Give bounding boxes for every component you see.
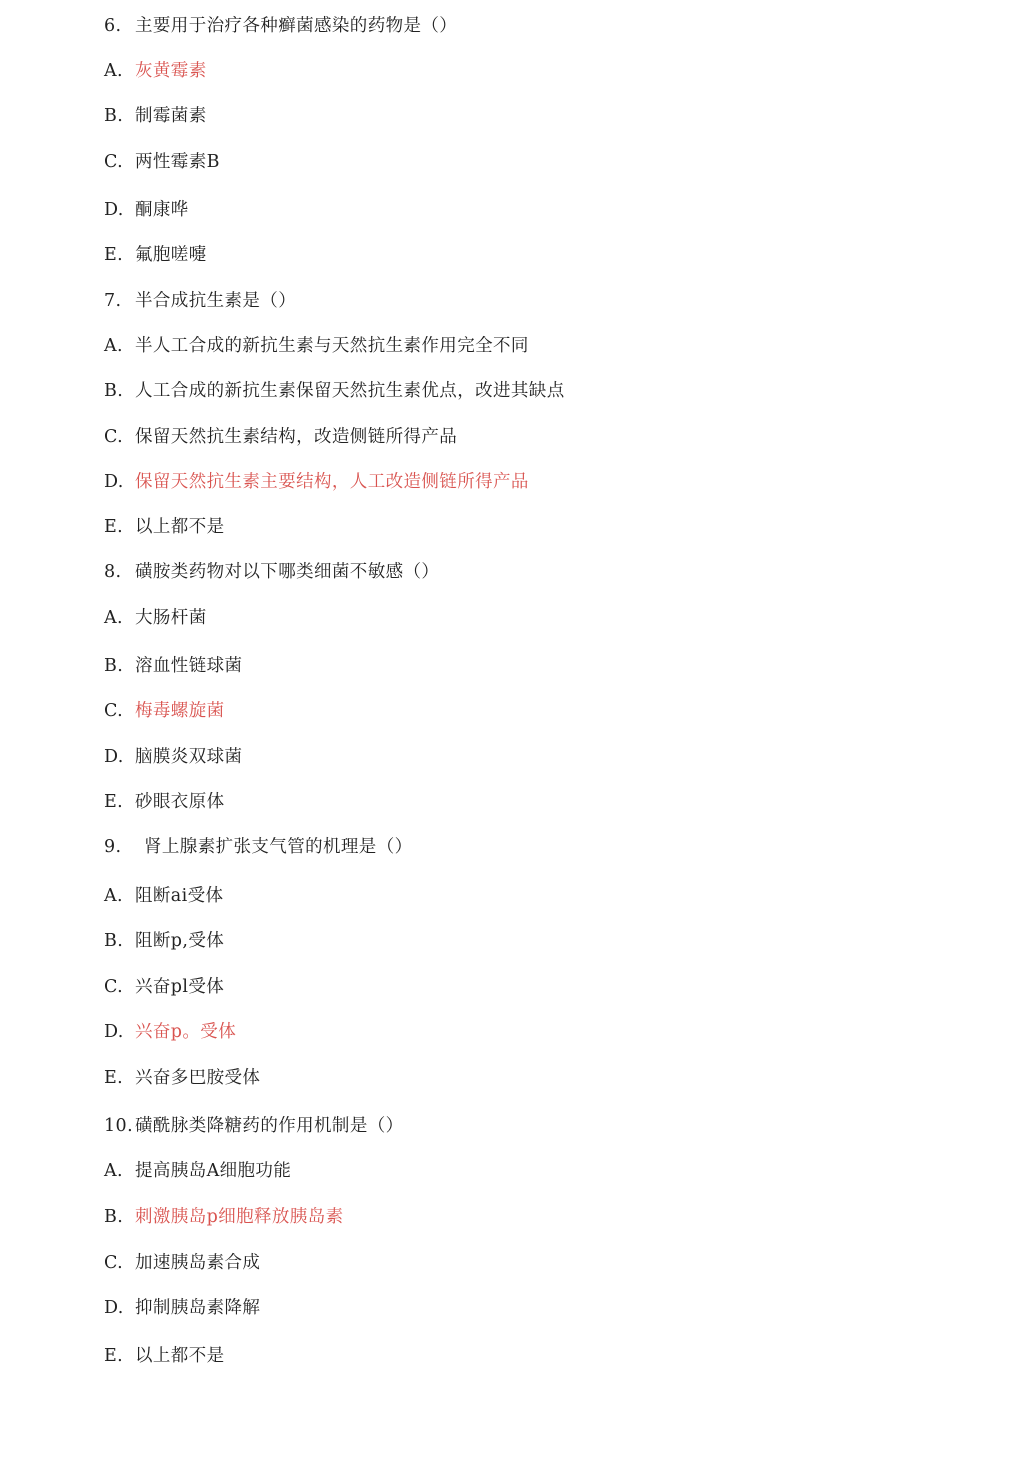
option-text: 抑制胰岛素降解: [135, 1298, 261, 1318]
option-text: 溶血性链球菌: [135, 656, 243, 676]
option-label: A.: [104, 61, 124, 81]
question-text: 磺胺类药物对以下哪类细菌不敏感（）: [135, 562, 440, 582]
question-number: 10.: [104, 1116, 134, 1136]
option-label: A.: [104, 336, 124, 356]
q10-option-d[interactable]: [104, 1297, 260, 1319]
question-text: 磺酰脉类降糖药的作用机制是（）: [135, 1116, 404, 1136]
option-label: B.: [104, 656, 124, 676]
option-label: B.: [104, 1207, 124, 1227]
q8-option-a[interactable]: [104, 607, 207, 629]
option-text: 两性霉素B: [135, 152, 220, 172]
option-label: D.: [104, 472, 124, 492]
option-text-correct: 保留天然抗生素主要结构，人工改造侧链所得产品: [135, 472, 529, 492]
option-label: C.: [104, 427, 124, 447]
option-text-correct: 梅毒螺旋菌: [135, 701, 225, 721]
option-text: 大肠杆菌: [135, 608, 207, 628]
option-text: 保留天然抗生素结构，改造侧链所得产品: [135, 427, 458, 447]
option-label: D.: [104, 747, 124, 767]
option-label: C.: [104, 152, 124, 172]
q10-option-c[interactable]: [104, 1252, 260, 1274]
option-label: D.: [104, 1022, 124, 1042]
q9-option-a[interactable]: [104, 885, 223, 907]
q7-option-c[interactable]: [104, 426, 457, 448]
question-number: 6.: [104, 16, 122, 36]
option-text: 脑膜炎双球菌: [135, 747, 243, 767]
option-label: C.: [104, 701, 124, 721]
option-label: C.: [104, 977, 124, 997]
q8-option-b[interactable]: [104, 655, 242, 677]
question-number: 8.: [104, 562, 122, 582]
option-text: 兴奋多巴胺受体: [135, 1068, 261, 1088]
option-text: 氟胞嗟嚏: [135, 245, 207, 265]
option-text: 阻断p,受体: [135, 931, 225, 951]
q8-option-d[interactable]: [104, 746, 242, 768]
option-label: D.: [104, 200, 124, 220]
q7-option-e[interactable]: [104, 516, 225, 538]
q9-option-e[interactable]: [104, 1067, 260, 1089]
q7-option-d[interactable]: [104, 471, 529, 493]
option-text: 酮康哗: [135, 200, 189, 220]
option-label: A.: [104, 608, 124, 628]
option-label: E.: [104, 245, 124, 265]
option-text: 砂眼衣原体: [135, 792, 225, 812]
option-label: C.: [104, 1253, 124, 1273]
question-10: [104, 1115, 404, 1137]
option-text: 以上都不是: [135, 1346, 225, 1366]
question-7: [104, 290, 296, 312]
q6-option-d[interactable]: [104, 199, 189, 221]
q8-option-c[interactable]: [104, 700, 225, 722]
q9-option-d[interactable]: [104, 1021, 236, 1043]
q8-option-e[interactable]: [104, 791, 225, 813]
option-label: D.: [104, 1298, 124, 1318]
option-text: 人工合成的新抗生素保留天然抗生素优点，改进其缺点: [135, 381, 565, 401]
question-9: [104, 836, 413, 858]
option-text: 制霉菌素: [135, 106, 207, 126]
option-text-correct: 灰黄霉素: [135, 61, 207, 81]
question-8: [104, 561, 439, 583]
option-label: E.: [104, 1346, 124, 1366]
option-label: A.: [104, 1161, 124, 1181]
question-text: 半合成抗生素是（）: [135, 291, 297, 311]
option-text: 阻断ai受体: [135, 886, 224, 906]
option-label: E.: [104, 792, 124, 812]
q10-option-a[interactable]: [104, 1160, 291, 1182]
q9-option-c[interactable]: [104, 976, 224, 998]
option-text-correct: 兴奋p。受体: [135, 1022, 237, 1042]
option-text-correct: 刺激胰岛p细胞释放胰岛素: [135, 1207, 344, 1227]
option-label: B.: [104, 381, 124, 401]
option-label: B.: [104, 106, 124, 126]
option-text: 半人工合成的新抗生素与天然抗生素作用完全不同: [135, 336, 529, 356]
question-text: 主要用于治疗各种癣菌感染的药物是（）: [135, 16, 458, 36]
option-label: E.: [104, 1068, 124, 1088]
option-label: B.: [104, 931, 124, 951]
option-text: 兴奋pl受体: [135, 977, 225, 997]
question-number: 7.: [104, 291, 122, 311]
q6-option-b[interactable]: [104, 105, 207, 127]
question-number: 9.: [104, 837, 122, 857]
q9-option-b[interactable]: [104, 930, 224, 952]
option-text: 以上都不是: [135, 517, 225, 537]
option-label: E.: [104, 517, 124, 537]
option-text: 提高胰岛A细胞功能: [135, 1161, 292, 1181]
option-text: 加速胰岛素合成: [135, 1253, 261, 1273]
q10-option-b[interactable]: [104, 1206, 344, 1228]
q7-option-b[interactable]: [104, 380, 565, 402]
question-6: [104, 15, 457, 37]
q7-option-a[interactable]: [104, 335, 529, 357]
option-label: A.: [104, 886, 124, 906]
q6-option-e[interactable]: [104, 244, 207, 266]
q10-option-e[interactable]: [104, 1345, 225, 1367]
question-text: 肾上腺素扩张支气管的机理是（）: [144, 837, 413, 857]
q6-option-c[interactable]: [104, 151, 220, 173]
q6-option-a[interactable]: [104, 60, 207, 82]
